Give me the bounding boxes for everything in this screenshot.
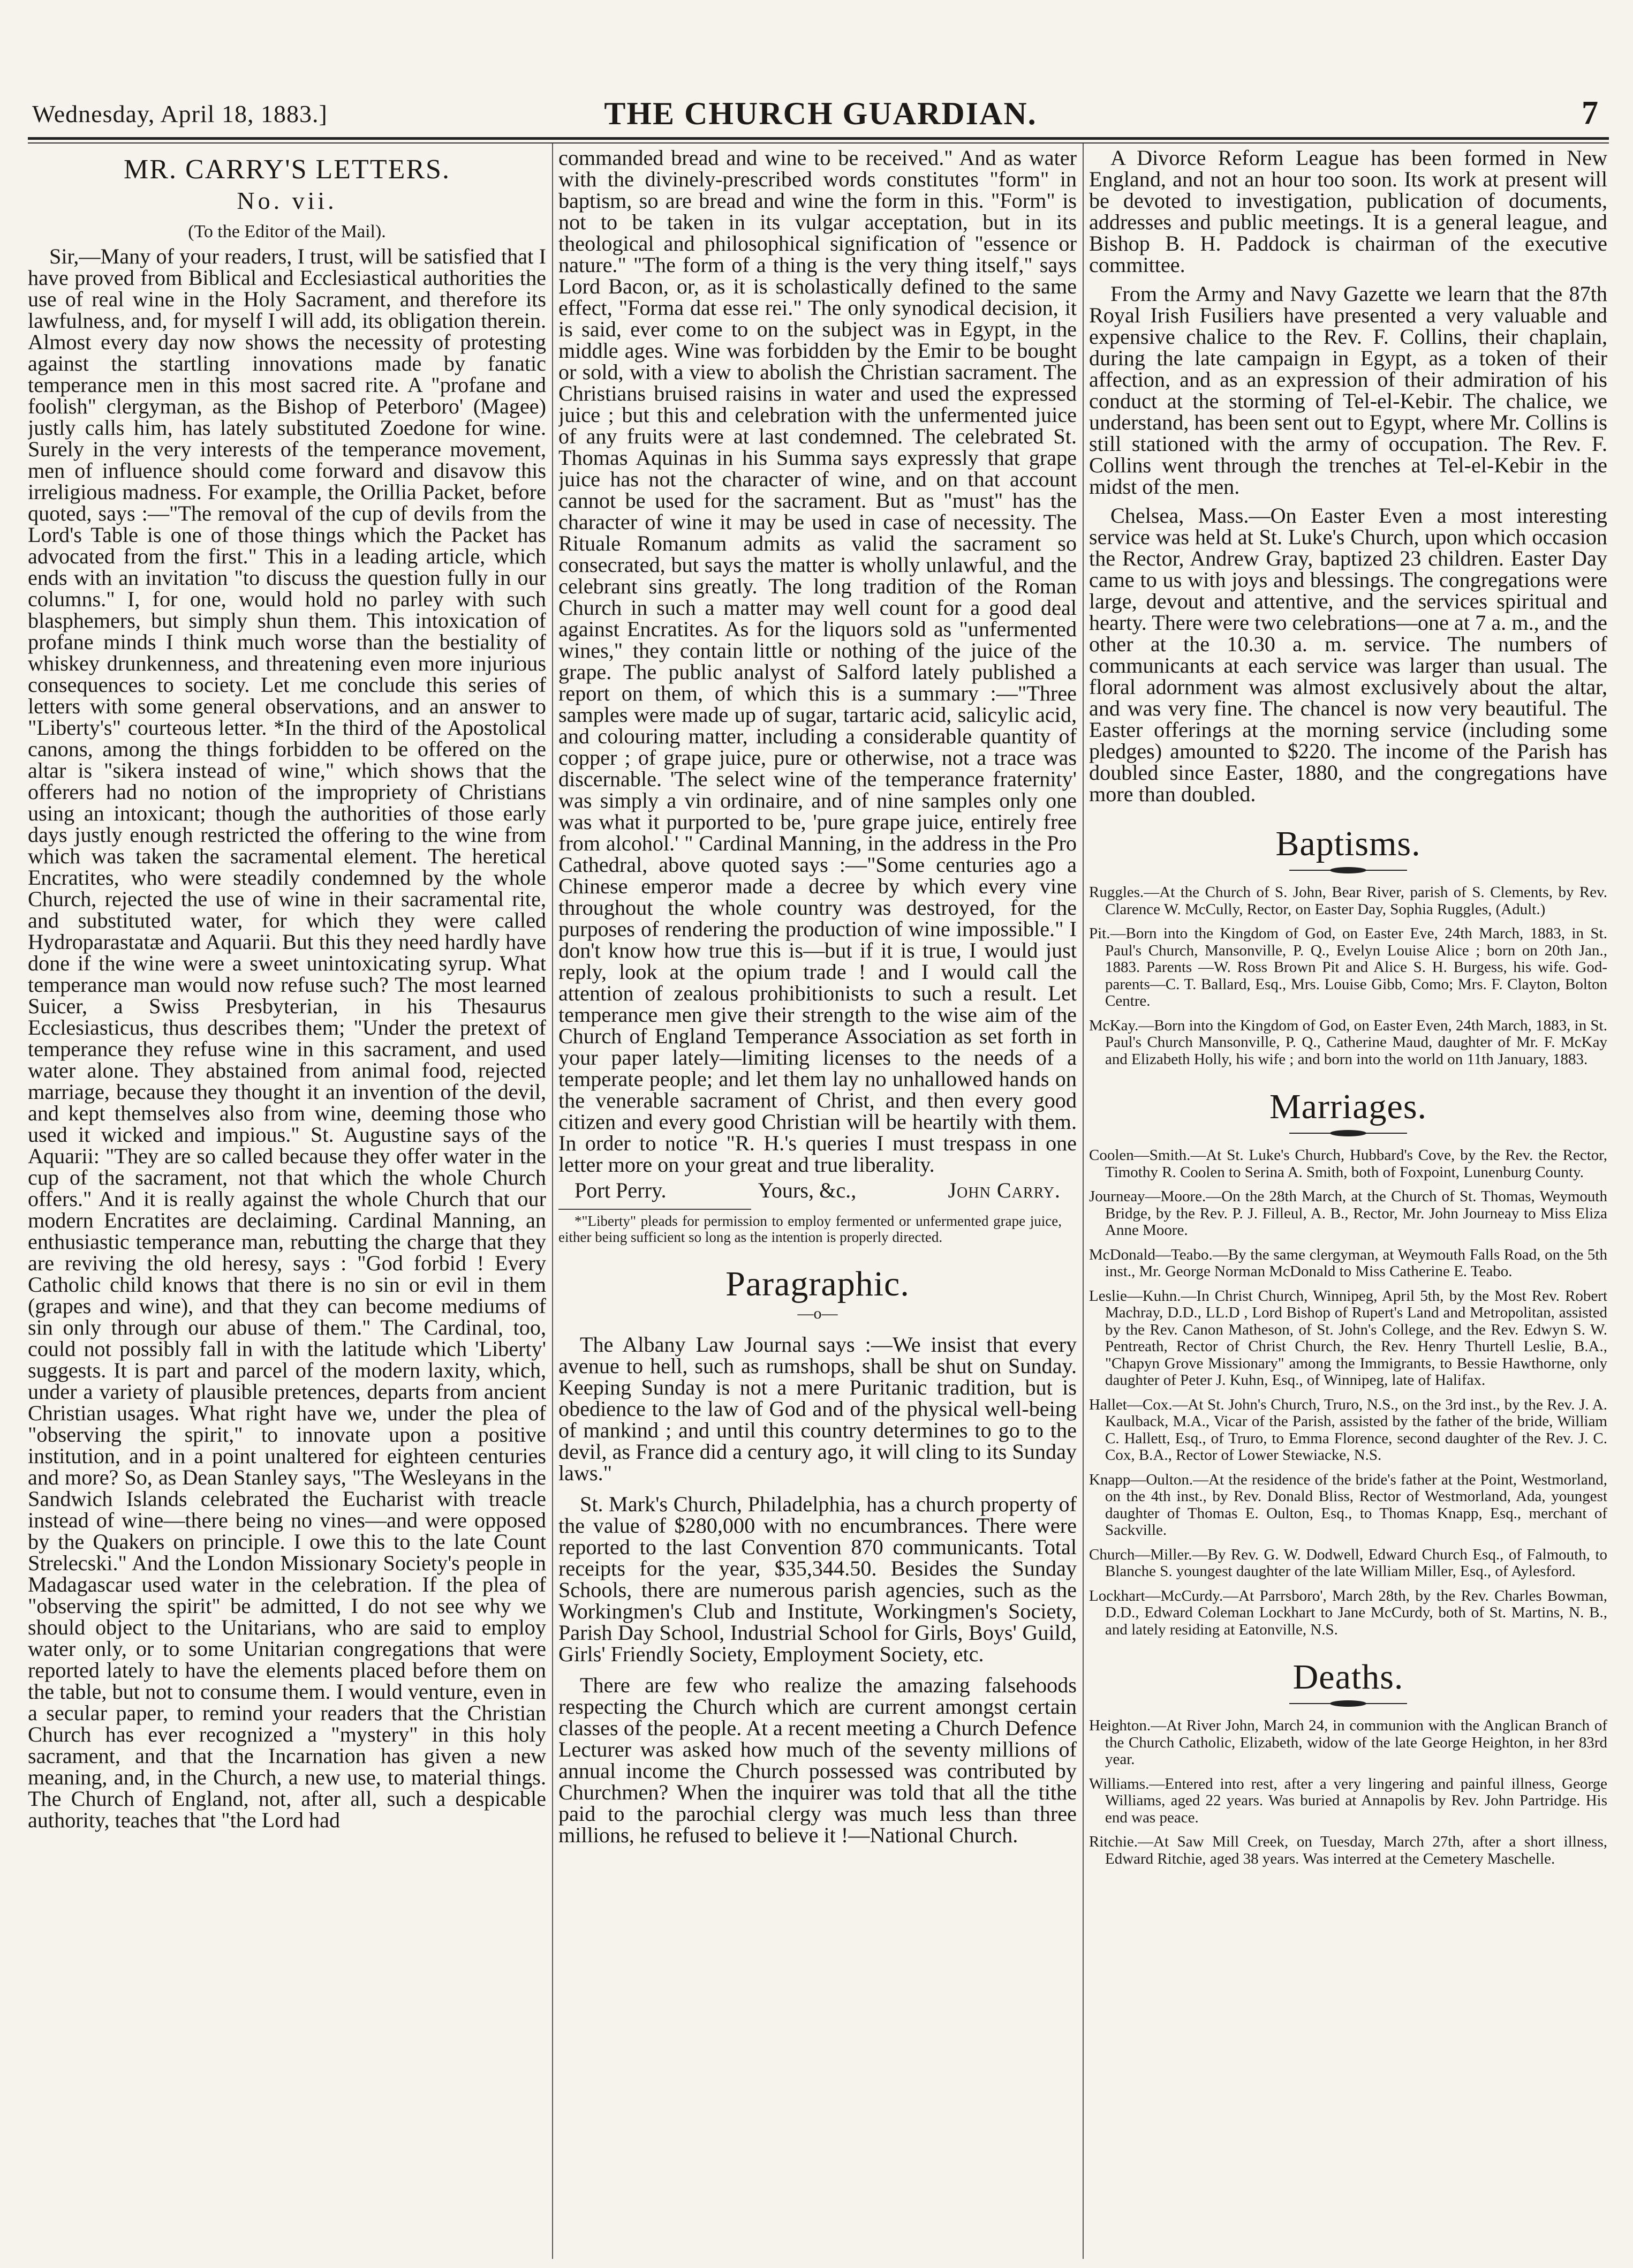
column-divider: [552, 144, 553, 2259]
paragraph-albany: The Albany Law Journal says :—We insist that every avenue to hell, such as rumshops, shall be shut on Sunday. Keeping Sunday is not a mere Puritanic tradition, but is obedience to the law of God and of the physical well-being of mankind ; and until this country determines to go to the devil, as France did a century ago, it will cling to its Sunday laws.": [558, 1332, 1077, 1485]
ornament-divider-icon: [1289, 1699, 1407, 1708]
signoff-place: Port Perry.: [574, 1178, 667, 1202]
page-number: 7: [1582, 95, 1598, 131]
marriages-list: [1089, 1147, 1607, 1638]
death-notice: Williams.—Entered into rest, after a very lingering and painful illness, George Williams, aged 22 years. Was buried at Annapolis by Rev. John Partridge. His end was peace.: [1089, 1775, 1607, 1826]
baptism-notice: McKay.—Born into the Kingdom of God, on Easter Even, 24th March, 1883, in St. Paul's Church Mansonville, P. Q., Catherine Maud, daughter of Mr. F. McKay and Elizabeth Holly, his wife ; and born into the world on 11th January, 1883.: [1089, 1016, 1607, 1068]
marriage-notice: Church—Miller.—By Rev. G. W. Dodwell, Edward Church Esq., of Falmouth, to Blanche S. youngest daughter of the late William Miller, Esq., of Aylesford.: [1089, 1546, 1607, 1580]
paragraph-chelsea: Chelsea, Mass.—On Easter Even a most interesting service was held at St. Luke's Church, upon which occasion the Rector, Andrew Gray, baptized 23 children. Easter Day came to us with joys and blessings. The congregations were large, devout and attentive, and the services spiritual and hearty. There were two celebrations—one at 7 a. m., and the other at the 10.30 a. m. service. The numbers of communicants at each service was larger than usual. The floral adornment was almost exclusively about the altar, and was very fine. The chancel is now very beautiful. The Easter offerings at the morning service (including some pledges) amounted to $220. The income of the Parish has doubled since Easter, 1880, and the congregations have more than doubled.: [1089, 503, 1607, 806]
article-body: Sir,—Many of your readers, I trust, will be satisfied that I have proved from Biblical and Ecclesiastical authorities the use of real wine in the Holy Sacrament, and therefore its lawfulness, and, for myself I will add, its obligation therein. Almost every day now shows the necessity of protesting against the startling innovations made by fanatic temperance men in this most sacred rite. A "profane and foolish" clergyman, as the Bishop of Peterboro' (Magee) justly calls him, has lately substituted Zoedone for wine. Surely in the very interests of the temperance movement, men of influence should come forward and disavow this irreligious madness. For example, the Orillia Packet, before quoted, says :—"The removal of the cup of devils from the Lord's Table is one of those things which the Packet has advocated from the first." This in a leading article, which ends with an invitation "to discuss the question fully in our columns." I, for one, would hold no parley with such blasphemers, but simply shun them. This intoxication of profane minds I think much worse than the bestiality of whiskey drunkenness, and threatening even more injurious consequences to society. Let me conclude this series of letters with some general observations, and an answer to "Liberty's" courteous letter. *In the third of the Apostolical canons, among the things forbidden to be offered on the altar is "sikera instead of wine," which shows that the offerers had no notion of the impropriety of Christians using an intoxicant; though the authorities of those early days justly enough restricted the offering to the wine from which was taken the sacramental element. The heretical Encratites, who were steadily condemned by the whole Church, rejected the use of wine in their sacramental rite, and substituted water, for which they were called Hydroparastatæ and Aquarii. But this they need hardly have done if the wine were a sweet unintoxicating syrup. What temperance man would now refuse such? The most learned Suicer, a Swiss Presbyterian, in his Thesaurus Ecclesiasticus, thus describes them; "Under the pretext of temperance they refuse wine in this sacrament, and used water alone. They abstained from animal food, rejected marriage, because they thought it an invention of the devil, and kept themselves also from wine, deeming those who used it wicked and impious." St. Augustine says of the Aquarii: "They are so called because they offer water in the cup of the sacrament, not that which the whole Church offers." And it is really against the whole Church that our modern Encratites are declaiming. Cardinal Manning, an enthusiastic temperance man, rebutting the charge that they are reviving the old heresy, says : "God forbid ! Every Catholic child knows that there is no sin or evil in them (grapes and wine), and that they can become mediums of sin only through our abuse of them." The Cardinal, too, could not possibly fall in with the latitude which 'Liberty' suggests. It is part and parcel of the modern laxity, which, under a variety of plausible pretences, departs from ancient Christian usages. What right have we, under the plea of "observing the spirit," to innovate upon a positive institution, and in a point unaltered for eighteen centuries and more? So, as Dean Stanley says, "The Wesleyans in the Sandwich Islands celebrated the Eucharist with treacle instead of wine—there being no vines—and were opposed by the Quakers on principle. I owe this to the late Count Strelecski." And the London Missionary Society's people in Madagascar used water in the celebration. If the plea of "observing the spirit" be admitted, I do not see why we should object to the Unitarians, who are said to employ water only, or to some Unitarian congregations that were reported lately to have the elements placed before them on the table, but not to consume them. I would venture, even in a secular paper, to remind your readers that the Christian Church has ever recognized a "mystery" in this holy sacrament, and that the Incarnation has given a new meaning, and, in the Church, a new use, to material things. The Church of England, not, after all, such a despicable authority, teaches that "the Lord had: [28, 244, 546, 1832]
column-2: [558, 147, 1077, 2257]
article-body-continued: commanded bread and wine to be received." And as water with the divinely-prescribed words constitutes "form" in baptism, so are bread and wine the form in this. "Form" is not to be taken in its vulgar acceptation, but in its theological and philosophical signification of "essence or nature." "The form of a thing is the very thing itself," says Lord Bacon, or, as it is scholastically defined to the same effect, "Forma dat esse rei." The only synodical decision, it is said, ever come to on the subject was in Egypt, in the middle ages. Wine was forbidden by the Emir to be bought or sold, with a view to abolish the Christian sacrament. The Christians bruised raisins in water and used the expressed juice ; but this and celebration with the unfermented juice of any fruits were at last condemned. The celebrated St. Thomas Aquinas in his Summa says expressly that grape juice has not the character of wine, and on that account cannot be used for the sacrament. But as "must" has the character of wine it may be used in case of necessity. The Rituale Romanum admits as valid the sacrament so consecrated, but says the matter is wholly unlawful, and the celebrant sins greatly. The long tradition of the Roman Church in such a matter may well count for a good deal against Encratites. As for the liquors sold as "unfermented wines," they contain little or nothing of the juice of the grape. The public analyst of Salford lately published a report on them, of which this is a summary :—"Three samples were made up of sugar, tartaric acid, salicylic acid, and colouring matter, including a considerable quantity of copper ; of grape juice, pure or otherwise, not a trace was discernable. 'The select wine of the temperance fraternity' was simply a vin ordinaire, and of nine samples only one was what it purported to be, 'pure grape juice, entirely free from alcohol.' " Cardinal Manning, in the address in the Pro Cathedral, above quoted says :—"Some centuries ago a Chinese emperor made a decree by which every vine throughout the whole country was destroyed, for the purposes of rendering the production of wine impossible." I don't know how true this is—but if it is true, I would just reply, look at the opium trade ! and I would call the attention of zealous prohibitionists to such a result. Let temperance men give their strength to the wise aim of the Church of England Temperance Association as set forth in your paper lately—limiting licenses to the needs of a temperate people; and let them lay no unhallowed hands on the venerable sacrament of Christ, and then every good citizen and every good Christian will be heartily with them. In order to notice "R. H.'s queries I must trespass in one letter more on your great and true liberality.: [558, 147, 1077, 1177]
letter-signoff: [574, 1180, 1061, 1201]
letter-number: No. vii.: [237, 187, 337, 214]
baptism-notice: Pit.—Born into the Kingdom of God, on Easter Eve, 24th March, 1883, in St. Paul's Church, Mansonville, P. Q., Evelyn Louise Alice ; born on 20th Jan., 1883. Parents —W. Ross Brown Pit and Alice S. H. Burgess, his wife. God-parents—C. T. Ballard, Esq., Mrs. Louise Gibb, Como; Mrs. F. Clayton, Bolton Centre.: [1089, 925, 1607, 1009]
marriage-notice: Coolen—Smith.—At St. Luke's Church, Hubbard's Cove, by the Rev. the Rector, Timothy R. Coolen to Serina A. Smith, both of Foxpoint, Lunenburg County.: [1089, 1147, 1607, 1181]
marriage-notice: Journeay—Moore.—On the 28th March, at the Church of St. Thomas, Weymouth Bridge, by the Rev. P. J. Filleul, A. B., Rector, Mr. John Journeay to Miss Eliza Anne Moore.: [1089, 1188, 1607, 1239]
section-title-marriages: Marriages.: [1269, 1087, 1427, 1126]
section-title-deaths: Deaths.: [1292, 1657, 1404, 1697]
paragraph-divorce-league: A Divorce Reform League has been formed in New England, and not an hour too soon. Its work at present will be devoted to investigation, publication of documents, addresses and public meetings. It is a general league, and Bishop B. H. Paddock is chairman of the executive committee.: [1089, 147, 1607, 277]
article-headline: MR. CARRY'S LETTERS.: [124, 154, 450, 185]
masthead: [32, 95, 1609, 135]
marriage-notice: Hallet—Cox.—At St. John's Church, Truro, N.S., on the 3rd inst., by the Rev. J. A. Kaulback, M.A., Vicar of the Parish, assisted by the father of the bride, William C. Hallett, Esq., of Truro, to Emma Florence, second daughter of the Rev. J. C. Cox, B.A., Rector of Lower Stewiacke, N.S.: [1089, 1396, 1607, 1464]
header-rule: [28, 137, 1609, 140]
footnote-text: *"Liberty" pleads for permission to employ fermented or unfermented grape juice, either being sufficient so long as the intention is properly directed.: [558, 1213, 1062, 1245]
issue-date: Wednesday, April 18, 1883.]: [32, 100, 328, 127]
signoff-closing: Yours, &c.,: [758, 1178, 857, 1202]
footnote: [558, 1213, 1077, 1245]
column-divider: [1083, 144, 1084, 2259]
paragraph-st-marks: St. Mark's Church, Philadelphia, has a church property of the value of $280,000 with no encumbrances. There were reported to the last Convention 870 communicants. Total receipts for the year, $35,344.50. Besides the Sunday Schools, there are numerous parish agencies, such as the Workingmen's Club and Institute, Workingmen's Society, Parish Day School, Industrial School for Girls, Boys' Guild, Girls' Friendly Society, Employment Society, etc.: [558, 1492, 1077, 1666]
article-byline: (To the Editor of the Mail).: [188, 222, 386, 242]
death-notice: Heighton.—At River John, March 24, in communion with the Anglican Branch of the Church Catholic, Elizabeth, widow of the late George Heighton, in her 83rd year.: [1089, 1717, 1607, 1768]
deaths-list: [1089, 1717, 1607, 1867]
marriage-notice: Knapp—Oulton.—At the residence of the bride's father at the Point, Westmorland, on the 4th inst., by Rev. Donald Bliss, Rector of Westmorland, Ada, youngest daughter of Thomas E. Oulton, Esq., to Thomas Knapp, Esq., merchant of Sackville.: [1089, 1471, 1607, 1539]
signoff-signature: John Carry.: [948, 1178, 1061, 1202]
paragraph-church-defence: There are few who realize the amazing falsehoods respecting the Church which are current amongst certain classes of the people. At a recent meeting a Church Defence Lecturer was asked how much of the seventy millions of annual income the Church possessed was contributed by Churchmen? When the inquirer was told that all the tithe paid to the parochial clergy was much less than three millions, he refused to believe it !—National Church.: [558, 1673, 1077, 1847]
section-title-baptisms: Baptisms.: [1275, 824, 1421, 863]
death-notice: Ritchie.—At Saw Mill Creek, on Tuesday, March 27th, after a short illness, Edward Ritchie, aged 38 years. Was interred at the Cemetery Maschelle.: [1089, 1833, 1607, 1867]
ornament-dash: —o—: [797, 1305, 838, 1322]
column-3: [1089, 147, 1607, 2257]
newspaper-title: THE CHURCH GUARDIAN.: [604, 96, 1037, 131]
section-title-paragraphic: Paragraphic.: [725, 1264, 910, 1303]
footnote-rule: [558, 1209, 751, 1210]
column-1: [28, 147, 546, 2257]
marriage-notice: Leslie—Kuhn.—In Christ Church, Winnipeg, April 5th, by the Most Rev. Robert Machray, D.D., LL.D , Lord Bishop of Rupert's Land and Metropolitan, assisted by the Rev. Canon Matheson, of St. John's College, and the Rev. Edwyn S. W. Pentreath, Rector of Christ Church, the Rev. Henry Thurtell Leslie, B.A., "Chapyn Grove Missionary" among the Immigrants, to Bessie Hawthorne, only daughter of Peter J. Kuhn, Esq., of Winnipeg, late of Halifax.: [1089, 1287, 1607, 1389]
header-rule-thin: [28, 142, 1609, 144]
paragraph-chalice: From the Army and Navy Gazette we learn that the 87th Royal Irish Fusiliers have presented a very valuable and expensive chalice to the Rev. F. Collins, their chaplain, during the late campaign in Egypt, as a token of their affection, and as an expression of their admiration of his conduct at the storming of Tel-el-Kebir. The chalice, we understand, has been sent out to Egypt, where Mr. Collins is still stationed with the army of occupation. The Rev. F. Collins went through the trenches at Tel-el-Kebir in the midst of the men.: [1089, 282, 1607, 499]
ornament-divider-icon: [1289, 866, 1407, 875]
baptisms-list: [1089, 884, 1607, 1068]
ornament-divider-icon: [1289, 1129, 1407, 1137]
baptism-notice: Ruggles.—At the Church of S. John, Bear River, parish of S. Clements, by Rev. Clarence W. McCully, Rector, on Easter Day, Sophia Ruggles, (Adult.): [1089, 884, 1607, 918]
marriage-notice: Lockhart—McCurdy.—At Parrsboro', March 28th, by the Rev. Charles Bowman, D.D., Edward Coleman Lockhart to Jane McCurdy, both of St. Martins, N. B., and lately residing at Eatonville, N.S.: [1089, 1587, 1607, 1638]
marriage-notice: McDonald—Teabo.—By the same clergyman, at Weymouth Falls Road, on the 5th inst., Mr. George Norman McDonald to Miss Catherine E. Teabo.: [1089, 1246, 1607, 1280]
